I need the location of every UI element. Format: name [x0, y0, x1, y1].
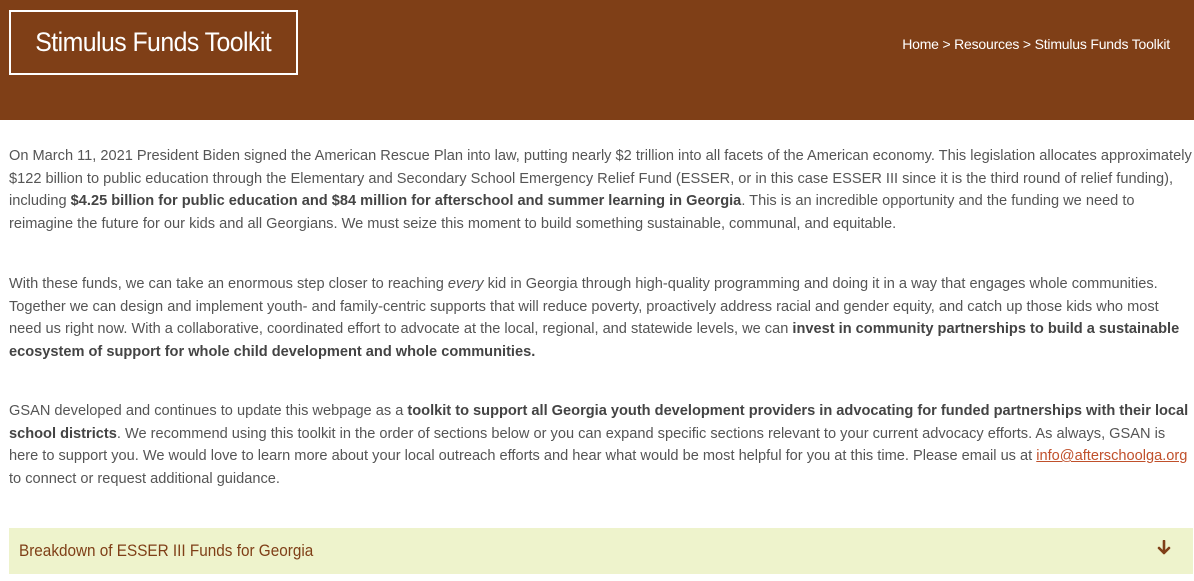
italic-text: every — [447, 276, 484, 292]
text-run: On March 11, 2021 President Biden signed the American Rescue Plan into law, putting nearly $2 trillion into all facets of the American economy. This legislation allocates approximately $122 billion to public education through the Elementary and Secondary School Emergency Relief Fund (ESSER, or in this case ESSER III since it is the third round of relief funding), including — [9, 148, 1192, 209]
text-run: to connect or request additional guidance. — [9, 470, 280, 487]
funds-paragraph — [9, 273, 1193, 363]
text-run: kid in Georgia through high-quality programming and doing it in a way that engages whole communities. Together we can design and implement youth- and family-centric supports that will reduce poverty, proactively address racial and gender equity, and catch up those kids who most need us right now. With a collaborative, coordinated effort to advocate at the local, regional, and statewide levels, we can — [9, 276, 1159, 337]
page-header — [0, 0, 1194, 120]
intro-paragraph — [9, 145, 1193, 235]
breadcrumb-separator: > — [938, 36, 955, 52]
email-link[interactable]: info@afterschoolga.org — [1036, 448, 1188, 464]
breadcrumb-separator: > — [1019, 36, 1035, 52]
bold-text: toolkit to support all Georgia youth development providers in advocating for funded partnerships with their local school districts — [9, 403, 1189, 442]
toolkit-paragraph — [9, 400, 1193, 490]
bold-text: invest in community partnerships to build a sustainable ecosystem of support for whole child development and whole communities. — [9, 321, 1180, 360]
breadcrumb-current: Stimulus Funds Toolkit — [1034, 36, 1170, 52]
bold-text: $4.25 billion for public education and $84 million for afterschool and summer learning in Georgia — [70, 193, 742, 209]
text-run: . We recommend using this toolkit in the order of sections below or you can expand specific sections relevant to your current advocacy efforts. As always, GSAN is here to support you. We would love to learn more about your local outreach efforts and hear what would be most helpful for you at this time. Please email us at — [9, 425, 1166, 464]
text-run: . This is an incredible opportunity and the funding we need to reimagine the future for our kids and all Georgians. We must seize this moment to build something sustainable, communal, and equitable. — [9, 193, 1135, 232]
text-run: With these funds, we can take an enormous step closer to reaching — [9, 276, 448, 292]
accordion-title[interactable]: Breakdown of ESSER III Funds for Georgia — [19, 541, 314, 560]
breadcrumb-resources-link[interactable]: Resources — [954, 36, 1020, 52]
text-run: GSAN developed and continues to update this webpage as a — [9, 403, 408, 419]
page-title-box — [9, 10, 298, 75]
breadcrumb — [902, 36, 1170, 52]
accordion-esser-breakdown[interactable] — [9, 528, 1193, 574]
page-title: Stimulus Funds Toolkit — [35, 27, 272, 57]
arrow-down-icon[interactable] — [1157, 540, 1171, 556]
breadcrumb-home-link[interactable]: Home — [902, 36, 939, 52]
